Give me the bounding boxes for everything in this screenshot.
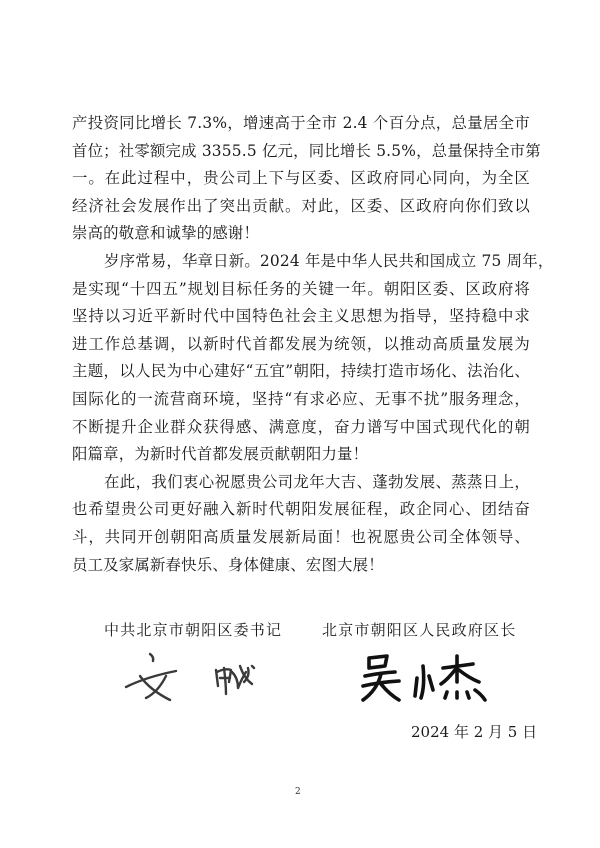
body-line: 产投资同比增长 7.3%，增速高于全市 2.4 个百分点，总量居全市 — [72, 114, 530, 132]
body-line: 阳篇章，为新时代首都发展贡献朝阳力量！ — [72, 445, 369, 464]
paragraph-start-line: 在此，我们衷心祝愿贵公司龙年大吉、蓬勃发展、蒸蒸日上， — [104, 472, 530, 491]
letter-date: 2024 年 2 月 5 日 — [411, 723, 538, 741]
body-line: 经济社会发展作出了突出贡献。对此，区委、区政府向你们致以 — [72, 196, 530, 215]
page-number: 2 — [295, 787, 301, 797]
body-line: 坚持以习近平新时代中国特色社会主义思想为指导，坚持稳中求 — [72, 307, 530, 326]
body-line: 也希望贵公司更好融入新时代朝阳发展征程，政企同心、团结奋 — [72, 500, 530, 519]
body-line: 崇高的敬意和诚挚的感谢！ — [72, 224, 260, 243]
body-line: 是实现“十四五”规划目标任务的关键一年。朝阳区委、区政府将 — [72, 279, 530, 298]
signer-title-party-secretary: 中共北京市朝阳区委书记 — [104, 621, 283, 639]
signer-title-district-mayor: 北京市朝阳区人民政府区长 — [322, 621, 517, 639]
body-line: 一。在此过程中，贵公司上下与区委、区政府同心同向，为全区 — [72, 169, 530, 188]
body-line: 斗，共同开创朝阳高质量发展新局面！也祝愿贵公司全体领导、 — [72, 527, 530, 546]
body-line: 不断提升企业群众获得感、满意度，奋力谱写中国式现代化的朝 — [72, 417, 530, 436]
body-line: 主题，以人民为中心建好“五宜”朝阳，持续打造市场化、法治化、 — [72, 362, 530, 381]
body-line: 员工及家属新春快乐、身体健康、宏图大展！ — [72, 555, 384, 574]
handwritten-signature-left — [120, 650, 270, 710]
body-line: 首位；社零额完成 3355.5 亿元，同比增长 5.5%，总量保持全市第 — [72, 141, 541, 160]
paragraph-start-line: 岁序常易，华章日新。2024 年是中华人民共和国成立 75 周年， — [104, 251, 554, 270]
body-line: 进工作总基调，以新时代首都发展为统领，以推动高质量发展为 — [72, 334, 530, 353]
letter-body — [72, 110, 554, 579]
body-line: 国际化的一流营商环境，坚持“有求必应、无事不扰”服务理念， — [72, 389, 530, 408]
handwritten-signature-right — [355, 650, 495, 710]
